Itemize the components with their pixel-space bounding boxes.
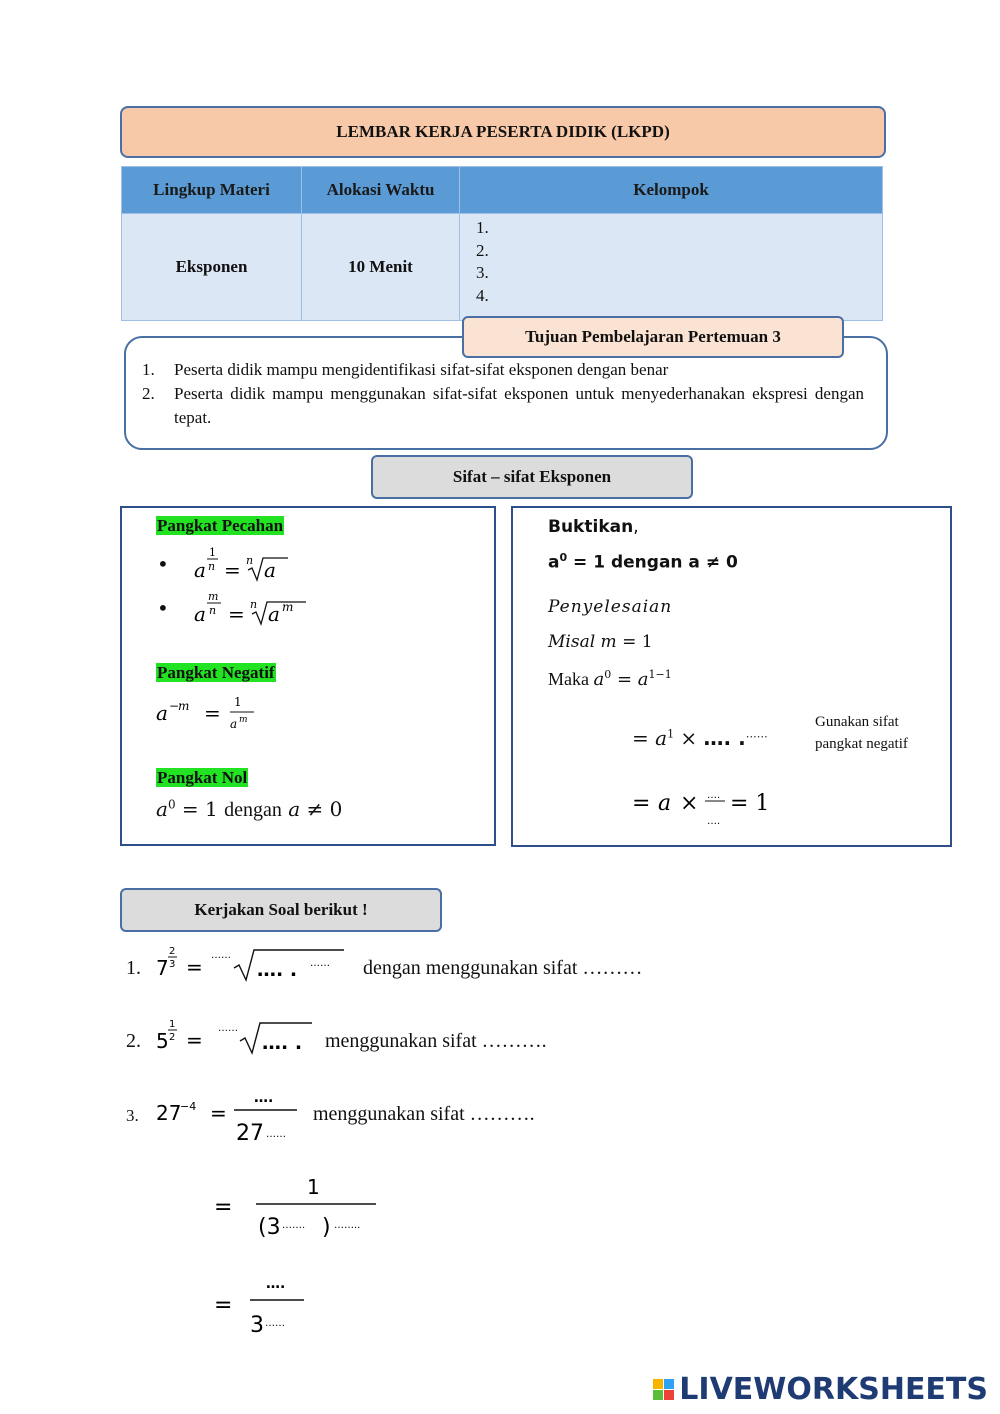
svg-text:….: …. <box>707 790 721 801</box>
proof-step-3[interactable] <box>630 782 780 832</box>
formula-negative-power <box>154 690 274 738</box>
objectives-title: Tujuan Pembelajaran Pertemuan 3 <box>462 316 844 358</box>
q3-step-2[interactable] <box>210 1170 390 1244</box>
svg-text:a: a <box>264 558 276 582</box>
svg-text:1: 1 <box>209 546 216 559</box>
q3-number: 3. <box>126 1106 139 1125</box>
header-lingkup-materi: Lingkup Materi <box>122 167 302 214</box>
group-member-3[interactable]: 3. <box>476 263 489 282</box>
group-member-4[interactable]: 4. <box>476 285 489 305</box>
header-alokasi-waktu: Alokasi Waktu <box>302 167 460 214</box>
svg-text:=: = <box>228 602 245 626</box>
solution-label: Penyelesaian <box>548 597 673 617</box>
group-member-2[interactable]: 2. <box>476 240 489 260</box>
svg-text:….: …. <box>266 1276 286 1292</box>
svg-text:7: 7 <box>156 956 169 980</box>
svg-text:=: = <box>632 791 651 816</box>
q2-number: 2. <box>126 1030 141 1052</box>
svg-text:m: m <box>208 590 219 603</box>
info-table <box>121 166 883 321</box>
svg-text:m: m <box>239 715 248 725</box>
svg-text:5: 5 <box>156 1029 169 1053</box>
proof-title: Buktikan, <box>548 517 639 537</box>
svg-text:a: a <box>268 602 280 626</box>
q3-text[interactable]: menggunakan sifat ………. <box>313 1103 535 1125</box>
svg-text:×: × <box>680 791 699 816</box>
svg-text:27: 27 <box>156 1101 182 1125</box>
cell-kelompok[interactable] <box>460 214 883 321</box>
group-member-1[interactable]: 1. <box>476 218 489 237</box>
svg-text:m: m <box>282 600 294 614</box>
svg-text:27: 27 <box>236 1121 264 1146</box>
q1-expression[interactable] <box>154 940 354 986</box>
label-pangkat-nol: Pangkat Nol <box>157 768 248 787</box>
svg-text:=: = <box>224 558 241 582</box>
label-pangkat-pecahan: Pangkat Pecahan <box>157 516 284 535</box>
svg-text:……: …… <box>265 1318 285 1329</box>
svg-text:= 1: = 1 <box>730 791 770 816</box>
svg-text:=: = <box>204 701 221 725</box>
svg-text:=: = <box>210 1101 227 1125</box>
cell-waktu: 10 Menit <box>302 214 460 321</box>
svg-text:m: m <box>178 699 190 713</box>
svg-text:……: …… <box>211 950 231 961</box>
svg-text:….: …. <box>707 816 721 827</box>
q1-text[interactable]: dengan menggunakan sifat ……… <box>363 957 643 979</box>
objectives-list <box>142 358 864 430</box>
proof-step-2[interactable]: = $a^1$ × …. .…… <box>632 726 768 750</box>
svg-text:a: a <box>194 602 206 626</box>
formula-zero-power: $a^0 = 1$ dengan a ≠ 0 <box>156 797 343 821</box>
q3-expression[interactable] <box>154 1082 304 1146</box>
svg-text:=: = <box>214 1195 233 1220</box>
liveworksheets-logo-icon <box>653 1379 675 1401</box>
svg-text:2: 2 <box>169 946 176 957</box>
svg-text:…. .: …. . <box>262 1032 303 1054</box>
svg-text:3: 3 <box>169 959 176 970</box>
svg-text:=: = <box>214 1293 233 1318</box>
svg-text:n: n <box>208 560 216 573</box>
objective-item: 1. Peserta didik mampu mengidentifikasi sifat-sifat eksponen dengan benar <box>142 360 669 379</box>
svg-text:1: 1 <box>234 695 242 709</box>
proof-statement: $a^0 = 1$ dengan a ≠ 0 <box>548 551 738 573</box>
svg-text:……: …… <box>218 1023 238 1034</box>
svg-text:…….: ……. <box>282 1220 306 1231</box>
svg-text:a: a <box>156 701 168 725</box>
proof-misal: Misal m = 1 <box>548 632 653 652</box>
svg-text:a: a <box>194 558 206 582</box>
svg-text:n: n <box>246 554 254 567</box>
svg-text:=: = <box>186 1028 203 1052</box>
formula-a-m-over-n <box>190 586 320 630</box>
svg-text:(3: (3 <box>258 1215 281 1240</box>
svg-text:−: − <box>169 699 180 713</box>
formula-a-1-over-n <box>190 542 300 586</box>
header-kelompok: Kelompok <box>460 167 883 214</box>
q2-expression[interactable] <box>154 1013 324 1059</box>
formula-fraction-power-1: • <box>157 552 169 576</box>
svg-text:a: a <box>230 717 238 731</box>
svg-text:3: 3 <box>250 1313 264 1338</box>
proof-note: Gunakan sifat pangkat negatif <box>815 714 908 752</box>
worksheet-title: LEMBAR KERJA PESERTA DIDIK (LKPD) <box>120 106 886 158</box>
svg-text:……: …… <box>310 958 330 969</box>
svg-text:n: n <box>209 604 217 617</box>
cell-materi: Eksponen <box>122 214 302 321</box>
proof-maka: Maka $a^0 = a^{1-1}$ <box>548 668 672 690</box>
exercises-title: Kerjakan Soal berikut ! <box>120 888 442 932</box>
q2-text[interactable]: menggunakan sifat ………. <box>325 1030 547 1052</box>
svg-text:n: n <box>250 598 258 611</box>
objective-item: 2. Peserta didik mampu menggunakan sifat-sifat eksponen untuk menyederhanakan ekspresi dengan tepat. <box>142 384 864 427</box>
svg-text:−4: −4 <box>180 1100 197 1113</box>
properties-title: Sifat – sifat Eksponen <box>371 455 693 499</box>
svg-text:……: …… <box>266 1129 286 1140</box>
svg-text:2: 2 <box>169 1032 176 1043</box>
label-pangkat-negatif: Pangkat Negatif <box>157 663 275 682</box>
svg-text:1: 1 <box>169 1019 176 1030</box>
svg-text:……..: …….. <box>334 1220 361 1231</box>
svg-text:=: = <box>186 955 203 979</box>
q1-number: 1. <box>126 957 141 979</box>
svg-text:): ) <box>322 1215 331 1240</box>
liveworksheets-logo: LIVEWORKSHEETS <box>653 1372 988 1407</box>
svg-text:…. .: …. . <box>257 959 298 981</box>
svg-text:a: a <box>658 791 672 816</box>
bullet: • <box>157 596 169 620</box>
q3-step-3[interactable] <box>210 1268 330 1342</box>
svg-text:….: …. <box>254 1090 274 1106</box>
svg-text:1: 1 <box>307 1175 320 1199</box>
